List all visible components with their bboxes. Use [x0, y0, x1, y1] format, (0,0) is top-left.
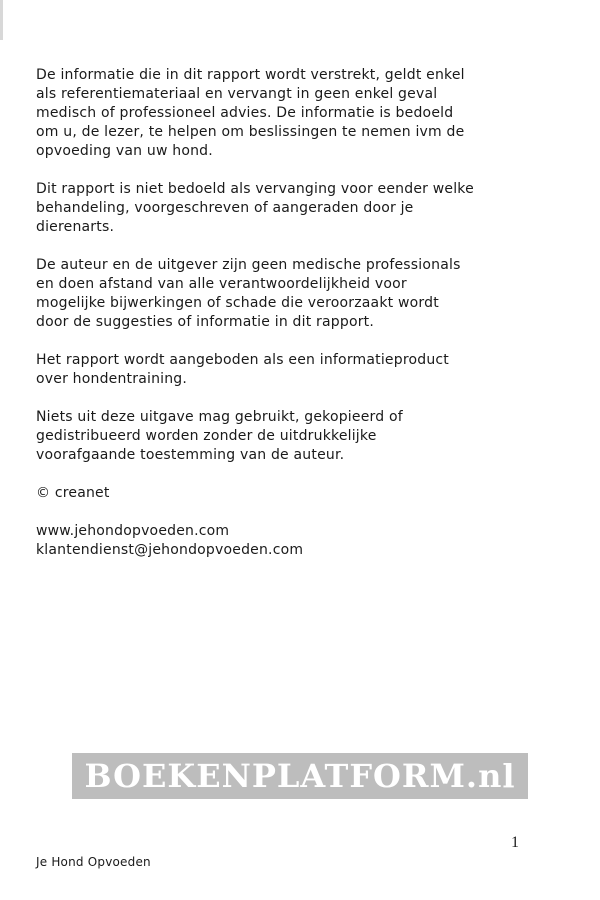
- email-link[interactable]: klantendienst@jehondopvoeden.com: [36, 542, 304, 558]
- disclaimer-paragraph-liability: De auteur en de uitgever zijn geen medische professionals en doen afstand van alle verantwoordelijkheid voor mogelijke bijwerkingen of schade die veroorzaakt wordt door de suggesties of informatie in dit rapport.: [36, 257, 461, 330]
- watermark-banner: BOEKENPLATFORM.nl: [72, 753, 528, 799]
- disclaimer-paragraph-vet: Dit rapport is niet bedoeld als vervanging voor eender welke behandeling, voorgeschreven of aangeraden door je dierenarts.: [36, 181, 474, 235]
- disclaimer-paragraph-info: De informatie die in dit rapport wordt verstrekt, geldt enkel als referentiemateriaal en vervangt in geen enkel geval medisch of professioneel advies. De informatie is bedoeld om u, de lezer, te helpen om beslissingen te nemen ivm de opvoeding van uw hond.: [36, 67, 465, 159]
- disclaimer-body: [36, 66, 556, 560]
- page-number: 1: [511, 834, 519, 851]
- website-link[interactable]: www.jehondopvoeden.com: [36, 523, 230, 539]
- footer-book-title: Je Hond Opvoeden: [36, 855, 151, 869]
- page-edge-mark: [0, 0, 3, 40]
- copyright-line: © creanet: [36, 485, 110, 501]
- disclaimer-paragraph-product: Het rapport wordt aangeboden als een informatieproduct over hondentraining.: [36, 352, 449, 387]
- disclaimer-paragraph-copyright: Niets uit deze uitgave mag gebruikt, gekopieerd of gedistribueerd worden zonder de uitdrukkelijke voorafgaande toestemming van de auteur.: [36, 409, 403, 463]
